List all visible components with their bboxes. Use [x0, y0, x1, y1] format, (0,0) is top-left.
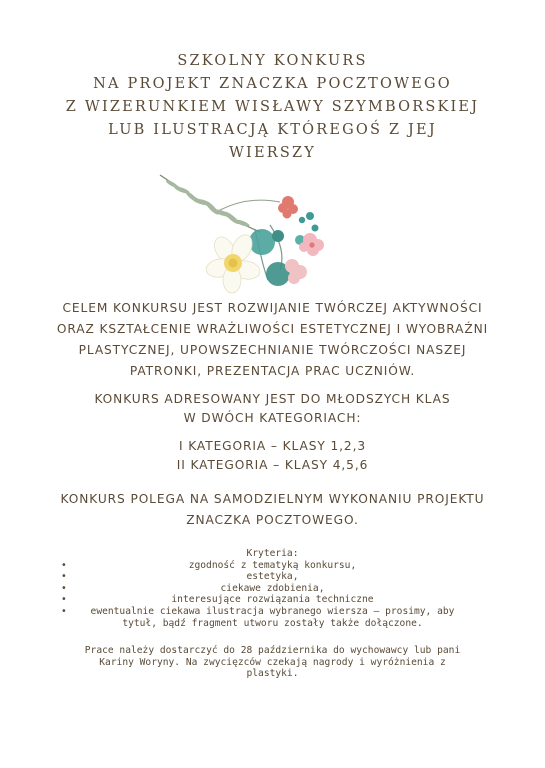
title-line: NA PROJEKT ZNACZKA POCZTOWEGO: [93, 76, 452, 92]
submission-line: plastyki.: [246, 668, 299, 680]
submission-line: Kariny Woryny. Na zwycięzców czekają nagrody i wyróżnienia z: [99, 656, 446, 668]
goal-line: CELEM KONKURSU JEST ROZWIJANIE TWÓRCZEJ AKTYWNOŚCI: [62, 301, 483, 315]
criteria-item: [40, 606, 505, 618]
criteria-section: [40, 548, 505, 629]
criteria-item-text: ewentualnie ciekawa ilustracja wybranego wiersza – prosimy, aby: [90, 605, 455, 617]
contest-audience: [20, 390, 525, 428]
title-line: SZKOLNY KONKURS: [177, 53, 368, 69]
criteria-item-text: interesujące rozwiązania techniczne: [171, 594, 374, 606]
criteria-item-text: estetyka,: [246, 571, 299, 583]
audience-line: KONKURS ADRESOWANY JEST DO MŁODSZYCH KLAS: [94, 392, 451, 406]
contest-categories: [20, 437, 525, 475]
bullet-icon: •: [61, 605, 67, 617]
criteria-item: [40, 560, 505, 572]
criteria-item-text: ciekawe zdobienia,: [220, 582, 325, 594]
title-line: Z WIZERUNKIEM WISŁAWY SZYMBORSKIEJ: [65, 99, 480, 115]
title-line: WIERSZY: [228, 145, 317, 161]
criteria-heading: Kryteria:: [246, 548, 299, 559]
criteria-item-text: zgodność z tematyką konkursu,: [188, 559, 357, 571]
submission-line: Prace należy dostarczyć do 28 października do wychowawcy lub pani: [84, 645, 461, 656]
poster-title: [0, 50, 545, 165]
criteria-list: [40, 560, 505, 618]
audience-line: W DWÓCH KATEGORIACH:: [183, 411, 362, 425]
task-line: ZNACZKA POCZTOWEGO.: [186, 513, 359, 527]
category-line: I KATEGORIA – KLASY 1,2,3: [178, 439, 367, 453]
criteria-item: [40, 594, 505, 606]
bullet-icon: •: [61, 582, 67, 594]
bullet-icon: •: [61, 594, 67, 606]
bullet-icon: •: [61, 559, 67, 571]
criteria-continuation: tytuł, bądź fragment utworu zostały także dołączone.: [122, 617, 423, 629]
task-line: KONKURS POLEGA NA SAMODZIELNYM WYKONANIU PROJEKTU: [60, 492, 485, 506]
floral-bouquet-icon: [150, 170, 340, 295]
criteria-item: [40, 583, 505, 595]
criteria-item: [40, 571, 505, 583]
category-line: II KATEGORIA – KLASY 4,5,6: [176, 458, 369, 472]
goal-line: ORAZ KSZTAŁCENIE WRAŻLIWOŚCI ESTETYCZNEJ I WYOBRAŹNI: [56, 322, 489, 336]
goal-line: PATRONKI, PREZENTACJA PRAC UCZNIÓW.: [129, 364, 416, 378]
submission-info: [40, 645, 505, 680]
contest-task: [20, 489, 525, 531]
title-line: LUB ILUSTRACJĄ KTÓREGOŚ Z JEJ: [108, 122, 437, 138]
goal-line: PLASTYCZNEJ, UPOWSZECHNIANIE TWÓRCZOŚCI NASZEJ: [78, 343, 467, 357]
contest-goal: [20, 298, 525, 382]
bullet-icon: •: [61, 571, 67, 583]
